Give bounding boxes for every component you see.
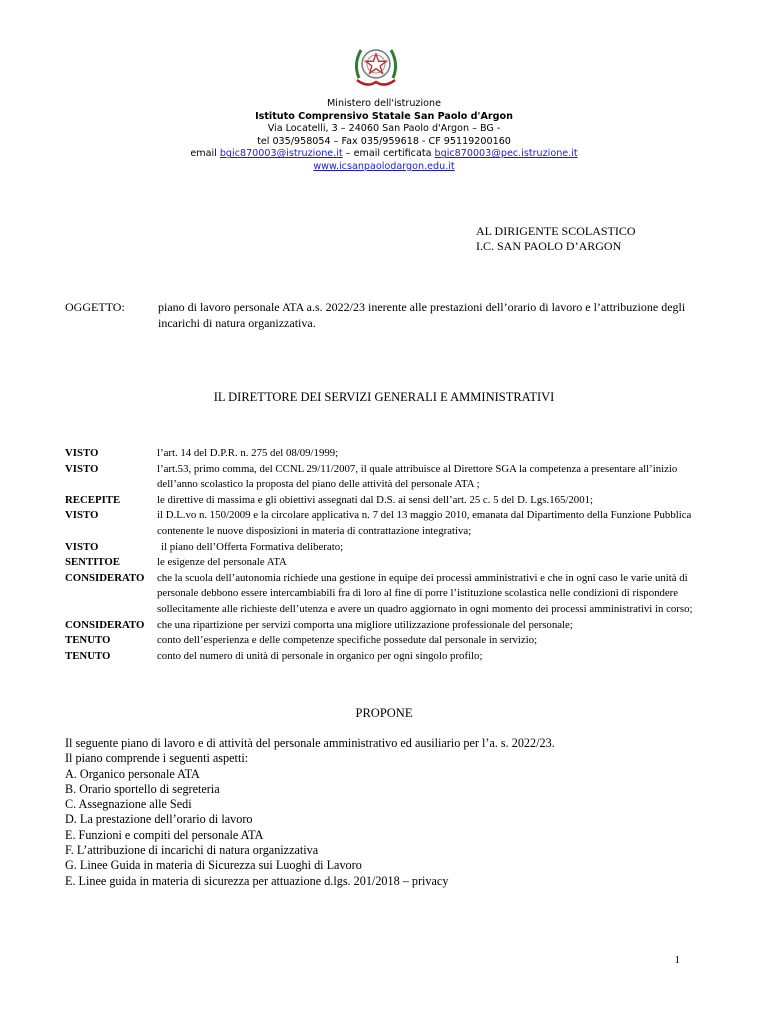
recital-row bbox=[65, 633, 695, 649]
recital-key: RECEPITE bbox=[65, 493, 121, 506]
propone-heading: PROPONE bbox=[355, 706, 413, 720]
letterhead bbox=[100, 98, 668, 174]
recital-row bbox=[65, 493, 695, 509]
proposal-block bbox=[65, 736, 705, 889]
list-item: E. Linee guida in materia di sicurezza per attuazione d.lgs. 201/2018 – privacy bbox=[65, 873, 449, 888]
school-address: Via Locatelli, 3 – 24060 San Paolo d'Argon – BG - bbox=[267, 123, 501, 135]
list-item: C. Assegnazione alle Sedi bbox=[65, 797, 192, 812]
pec-prefix: – email certificata bbox=[342, 148, 435, 160]
school-name: Istituto Comprensivo Statale San Paolo d'Argon bbox=[255, 110, 513, 122]
proposal-intro: Il seguente piano di lavoro e di attività del personale amministrativo ed ausiliario per l’a. s. 2022/23. bbox=[65, 736, 555, 750]
recital-text: le esigenze del personale ATA bbox=[157, 556, 287, 569]
recital-key: VISTO bbox=[65, 447, 99, 459]
recital-key: CONSIDERATO bbox=[65, 571, 145, 584]
recital-row bbox=[65, 540, 695, 556]
recital-text: conto del numero di unità di personale in organico per ogni singolo profilo; bbox=[157, 649, 483, 662]
email-prefix: email bbox=[190, 148, 220, 160]
recipient-line-1: AL DIRIGENTE SCOLASTICO bbox=[476, 224, 636, 238]
list-item: G. Linee Guida in materia di Sicurezza sui Luoghi di Lavoro bbox=[65, 858, 362, 873]
document-heading: IL DIRETTORE DEI SERVIZI GENERALI E AMMINISTRATIVI bbox=[213, 390, 555, 404]
recital-row bbox=[65, 462, 695, 493]
recitals-list bbox=[65, 446, 695, 664]
recipient-line-2: I.C. SAN PAOLO D’ARGON bbox=[476, 239, 622, 253]
list-item: D. La prestazione dell’orario di lavoro bbox=[65, 812, 253, 827]
website-link[interactable]: www.icsanpaolodargon.edu.it bbox=[313, 160, 455, 172]
recital-row bbox=[65, 446, 695, 462]
email-line bbox=[100, 148, 668, 161]
email-link[interactable]: bgic870003@istruzione.it bbox=[219, 148, 343, 160]
recital-text: l’art.53, primo comma, del CCNL 29/11/2007, il quale attribuisce al Direttore SGA la competenza a presentare all’inizio dell’anno scolastico la proposta del piano delle attività del personale ATA ; bbox=[157, 462, 678, 491]
subject-text: piano di lavoro personale ATA a.s. 2022/23 inerente alle prestazioni dell’orario di lavoro e l’attribuzione degli incarichi di natura organizzativa. bbox=[158, 300, 686, 330]
recital-text: il piano dell’Offerta Formativa deliberato; bbox=[161, 540, 344, 553]
recital-key: TENUTO bbox=[65, 649, 111, 662]
recital-text: conto dell’esperienza e delle competenze specifiche possedute dal personale in servizio; bbox=[157, 634, 538, 647]
recital-key: TENUTO bbox=[65, 634, 111, 647]
proposal-lead: Il piano comprende i seguenti aspetti: bbox=[65, 751, 249, 766]
italian-republic-emblem-icon bbox=[349, 38, 403, 92]
recital-text: che la scuola dell’autonomia richiede una gestione in equipe dei processi amministrativi e che in ogni caso le varie unità di personale debbono essere intercambiabili fra di loro al fine di porre l’istituzione scolastica nelle condizioni di rispondere sollecitamente alle richieste dell’utenza e avere un quadro aggiornato in ogni momento dei processi amministrativi in corso; bbox=[157, 571, 693, 615]
recital-row bbox=[65, 618, 695, 634]
recital-text: le direttive di massima e gli obiettivi assegnati dal D.S. ai sensi dell’art. 25 c. 5 del D. Lgs.165/2001; bbox=[157, 493, 593, 506]
list-item: B. Orario sportello di segreteria bbox=[65, 781, 220, 796]
recital-row bbox=[65, 508, 695, 539]
school-phones: tel 035/958054 – Fax 035/959618 - CF 95119200160 bbox=[257, 135, 511, 147]
subject-label: OGGETTO: bbox=[65, 300, 125, 314]
page-number: 1 bbox=[674, 954, 680, 966]
pec-link[interactable]: bgic870003@pec.istruzione.it bbox=[434, 148, 578, 160]
recital-text: che una ripartizione per servizi comporta una migliore utilizzazione professionale del personale; bbox=[157, 618, 573, 631]
list-item: F. L’attribuzione di incarichi di natura organizzativa bbox=[65, 843, 319, 858]
ministry-name: Ministero dell'istruzione bbox=[327, 98, 441, 109]
list-item: E. Funzioni e compiti del personale ATA bbox=[65, 827, 264, 842]
recital-key: VISTO bbox=[65, 540, 99, 553]
recital-key: VISTO bbox=[65, 462, 99, 475]
recital-text: il D.L.vo n. 150/2009 e la circolare applicativa n. 7 del 13 maggio 2010, emanata dal Dipartimento della Funzione Pubblica contenente le nuove disposizioni in materia di contrattazione integrativa; bbox=[157, 509, 692, 537]
list-item: A. Organico personale ATA bbox=[65, 766, 200, 781]
recital-row bbox=[65, 571, 695, 618]
recital-text: l’art. 14 del D.P.R. n. 275 del 08/09/1999; bbox=[157, 447, 339, 459]
recital-key: CONSIDERATO bbox=[65, 618, 145, 631]
recital-key: VISTO bbox=[65, 509, 99, 522]
recital-row bbox=[65, 555, 695, 571]
recipient-block bbox=[476, 224, 636, 254]
recital-row bbox=[65, 649, 695, 665]
recital-key: SENTITOE bbox=[65, 556, 121, 569]
